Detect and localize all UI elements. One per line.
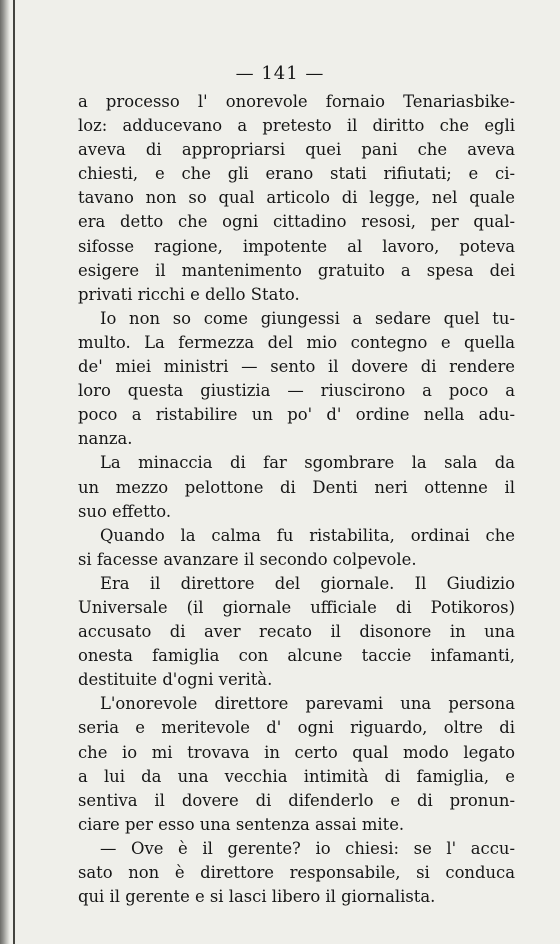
- text-line: accusato di aver recato il disonore in una: [78, 622, 515, 642]
- text-line: Quando la calma fu ristabilita, ordinai che: [100, 525, 515, 545]
- text-line: Io non so come giungessi a sedare quel tu-: [100, 308, 515, 328]
- text-line: de' miei ministri — sento il dovere di rendere: [78, 357, 515, 377]
- text-line: sato non è direttore responsabile, si conduca: [78, 863, 515, 882]
- text-line: Era il direttore del giornale. Il Giudizio: [100, 573, 515, 593]
- text-line: poco a ristabilire un po' d' ordine nella adu-: [78, 405, 515, 425]
- text-line: era detto che ogni cittadino resosi, per qual-: [78, 212, 515, 232]
- text-line: onesta famiglia con alcune taccie infamanti,: [78, 646, 515, 666]
- text-line: La minaccia di far sgombrare la sala da: [100, 453, 515, 473]
- text-line: privati ricchi e dello Stato.: [78, 284, 300, 304]
- page-number: — 141 —: [235, 63, 325, 84]
- text-line: esigere il mantenimento gratuito a spesa dei: [78, 260, 515, 280]
- text-line: suo effetto.: [78, 501, 172, 521]
- text-line: sentiva il dovere di difenderlo e di pronun-: [78, 790, 515, 810]
- text-line: L'onorevole direttore parevami una persona: [100, 694, 515, 714]
- binding-edge: [0, 0, 10, 944]
- text-line: si facesse avanzare il secondo colpevole.: [78, 549, 417, 569]
- text-line: destituite d'ogni verità.: [78, 670, 273, 690]
- text-line: chiesti, e che gli erano stati rifiutati; e ci-: [78, 164, 515, 184]
- text-line: che io mi trovava in certo qual modo legato: [78, 742, 515, 762]
- text-line: Universale (il giornale ufficiale di Potikoros): [78, 597, 515, 617]
- text-line: — Ove è il gerente? io chiesi: se l' accu-: [100, 838, 515, 858]
- text-line: qui il gerente e si lasci libero il giornalista.: [78, 887, 436, 907]
- text-line: a processo l' onorevole fornaio Tenariasbike-: [78, 92, 515, 111]
- text-line: tavano non so qual articolo di legge, nel quale: [78, 188, 515, 208]
- spine-line: [13, 0, 15, 944]
- body-text: [78, 90, 515, 909]
- text-line: multo. La fermezza del mio contegno e quella: [78, 332, 515, 352]
- text-line: loz: adducevano a pretesto il diritto che egli: [78, 116, 515, 136]
- text-line: seria e meritevole d' ogni riguardo, oltre di: [78, 718, 515, 738]
- text-line: aveva di appropriarsi quei pani che aveva: [78, 140, 515, 160]
- text-line: a lui da una vecchia intimità di famiglia, e: [78, 766, 515, 786]
- text-line: sifosse ragione, impotente al lavoro, poteva: [78, 236, 515, 256]
- text-line: ciare per esso una sentenza assai mite.: [78, 814, 405, 834]
- text-line: nanza.: [78, 429, 133, 449]
- text-line: un mezzo pelottone di Denti neri ottenne il: [78, 477, 515, 497]
- text-line: loro questa giustizia — riuscirono a poco a: [78, 381, 515, 401]
